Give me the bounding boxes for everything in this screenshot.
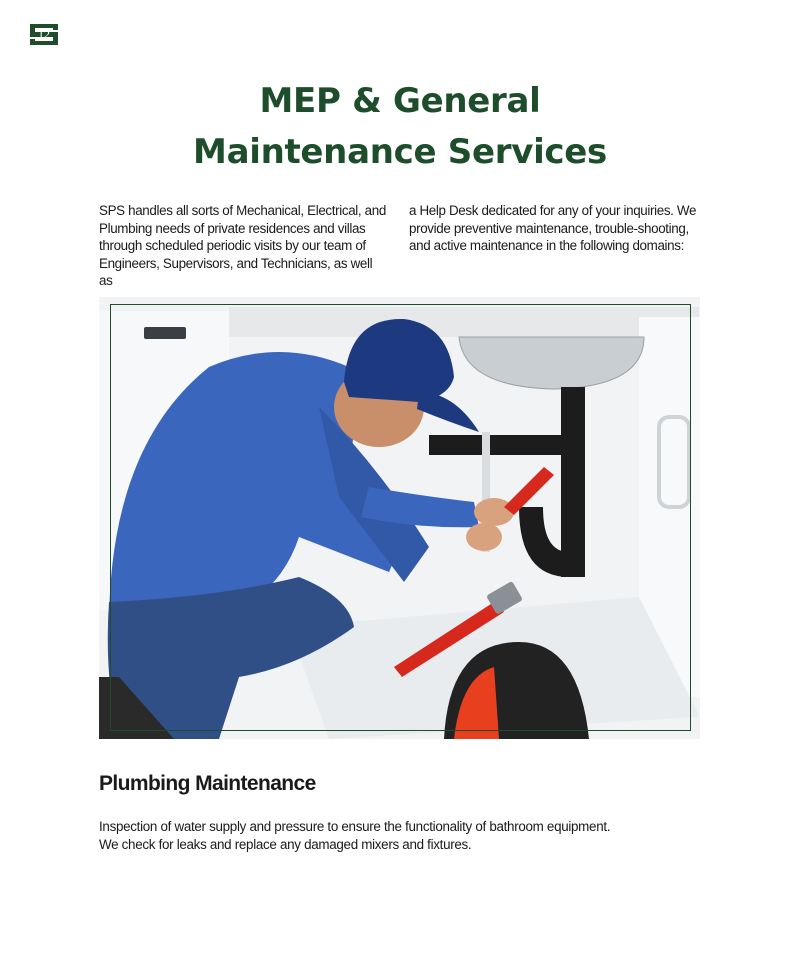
page-title bbox=[0, 76, 800, 178]
page-number: 12 bbox=[38, 27, 50, 41]
intro-column-2: a Help Desk dedicated for any of your inquiries. We provide preventive maintenance, trouble-shooting, and active maintenance in the following domains: bbox=[409, 203, 697, 254]
section-body-line-2: We check for leaks and replace any damaged mixers and fixtures. bbox=[99, 837, 472, 852]
section-body bbox=[99, 818, 719, 854]
plumber-photo bbox=[99, 297, 700, 739]
section-body-line-1: Inspection of water supply and pressure to ensure the functionality of bathroom equipment. bbox=[99, 819, 611, 834]
page-title-line-1: MEP & General bbox=[259, 81, 541, 121]
page-title-line-2: Maintenance Services bbox=[193, 132, 607, 172]
intro-column-1: SPS handles all sorts of Mechanical, Electrical, and Plumbing needs of private residences and villas through scheduled periodic visits by our team of Engineers, Supervisors, and Technicians, as well as bbox=[99, 203, 386, 289]
section-heading: Plumbing Maintenance bbox=[99, 772, 316, 795]
